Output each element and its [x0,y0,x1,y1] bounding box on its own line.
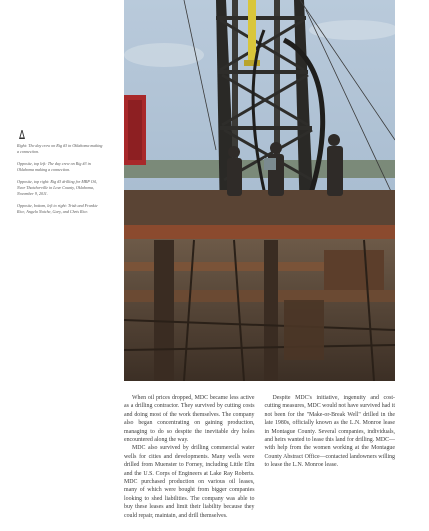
paragraph-2: MDC also survived by drilling commercial water wells for cities and developments. Many wells were drilled from Muenster to Forney, including Little Elm and the U.S. Corps of Engineers at Lake Ray Roberts. MDC purchased production on various oil leases, many of which were bought from bigger companies looking to shed liabilities. The company was able to buy these leases and limit their liability because they could repair, maintain, and drill themselves. [124,445,255,519]
caption-top-right: Opposite, top right: Rig #3 drilling for MRP Oil, Near Thatcherville in Love County, Oklahoma, November 9, 2011. [17,178,97,197]
drilling-rig-photo [124,0,395,381]
photo-captions [17,143,105,221]
paragraph-3: Despite MDC's initiative, ingenuity and cost-cutting measures, MDC would not have survived had it not been for the "Make-or-Break Well" drilled in the late 1980s, officially known as the L.N. Monroe lease in Montague County. Several companies, individuals, and heirs wanted to lease this land for drilling. MDC—with help from the women working at the Montague County Abstract Office—contacted landowners willing to lease the L.N. Monroe lease. [264,395,395,469]
oil-derrick-icon [19,130,25,139]
caption-bottom: Opposite, bottom, left to right: Trish and Frankie Rice, Angela Naiche, Gary, and Chris Rice. [17,202,98,215]
caption-right: Right: The day crew on Rig #3 in Oklahoma making a connection. [17,143,103,155]
article-body [124,394,395,529]
caption-top-left: Opposite, top left: The day crew on Rig #3 in Oklahoma making a connection. [17,160,91,173]
paragraph-1: When oil prices dropped, MDC became less active as a drilling contractor. They survived by cutting costs and doing most of the work themselves. The company also began concentrating on gaining production, managing to do so despite the inevitable dry holes encountered along the way. [124,395,255,444]
